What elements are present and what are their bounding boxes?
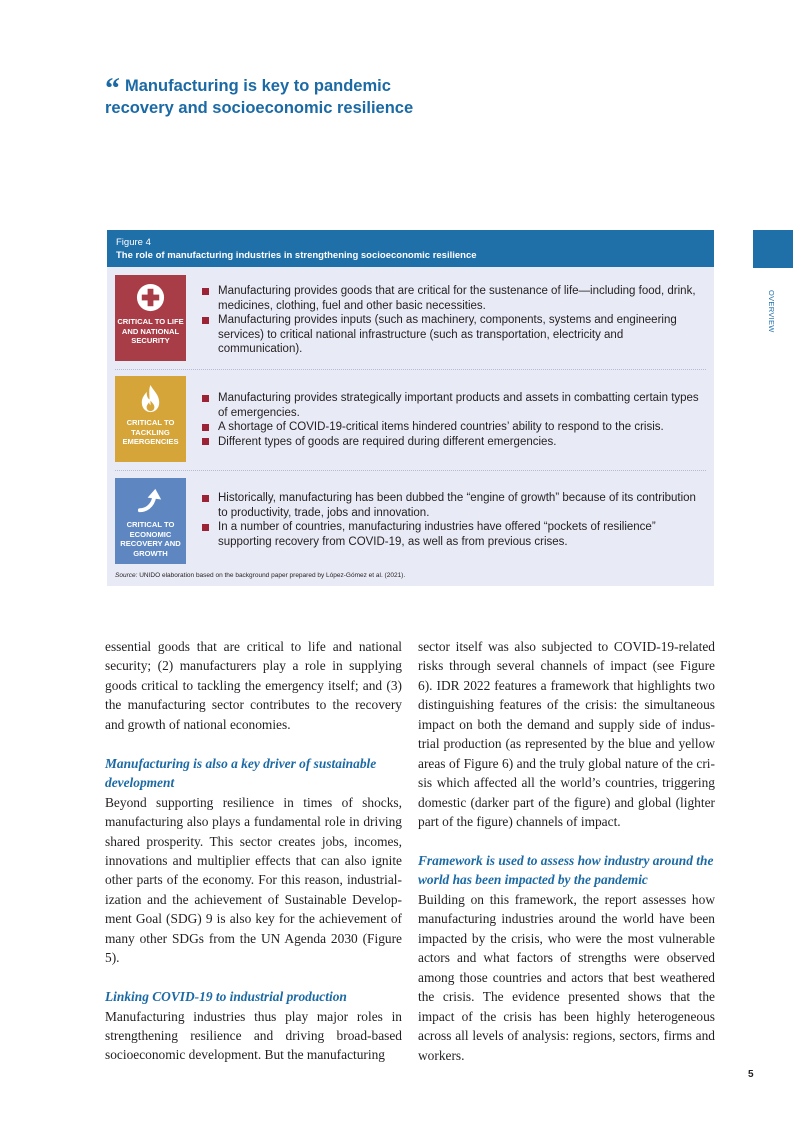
block-label: CRITICAL TO TACKLING EMERGENCIES	[122, 418, 179, 447]
bullet-list-life-security	[202, 284, 702, 357]
headline-text: Manufacturing is key to pandemic recovery and socioeconomic resilience	[105, 77, 414, 117]
row-divider	[115, 470, 706, 471]
body-column-left	[105, 637, 402, 1065]
figure-source	[115, 572, 405, 579]
flame-icon	[135, 383, 166, 414]
figure-title: The role of manufacturing industries in strengthening socioeconomic resilience	[116, 250, 477, 261]
block-recovery-growth	[115, 478, 186, 564]
block-emergencies	[115, 376, 186, 462]
subheading: Manufacturing is also a key driver of sustainable development	[105, 755, 377, 791]
subheading: Framework is used to assess how industry around the world has been impacted by the pandemic	[418, 852, 714, 888]
figure-4	[107, 230, 714, 586]
body-column-right	[418, 637, 715, 1065]
quote-mark-icon: “	[105, 72, 120, 105]
body-paragraph: Manufacturing industries thus play major roles in strengthening resilience and driving broad-based socioeconomic development. But the manufacturing	[105, 1008, 402, 1063]
block-label: CRITICAL TO ECONOMIC RECOVERY AND GROWTH	[120, 520, 181, 558]
section-label: OVERVIEW	[767, 290, 776, 333]
medical-cross-icon	[135, 282, 166, 313]
body-paragraph: Beyond supporting resilience in times of shocks, manufacturing also plays a fundamental role in driving shared prosperity. This sector creates jobs, incomes, innovations and multiplier effects that can also ignite other parts of the economy. For this reason, industrialization and the achievement of Sustainable Development Goal (SDG) 9 is also key for the achievement of many other SDGs from the UN Agenda 2030 (Figure 5).	[105, 794, 402, 966]
bullet-list-emergencies	[202, 391, 702, 449]
list-item: A shortage of COVID-19-critical items hindered countries’ ability to respond to the crisis.	[202, 420, 702, 435]
list-item: Historically, manufacturing has been dubbed the “engine of growth” because of its contribution to productivity, trade, jobs and innovation.	[202, 491, 702, 520]
curved-arrow-up-icon	[135, 485, 166, 516]
body-paragraph: sector itself was also subjected to COVID-19-related risks through several channels of impact (see Figure 6). IDR 2022 features a framework that highlights two distinguishing features of the crisis: the simultaneous impact on both the demand and supply side of industrial production (as represented by the blue and yellow areas of Figure 6) and the truly global nature of the crisis which affected all the world’s countries, triggering domestic (darker part of the figure) and global (lighter part of the figure) channels of impact.	[418, 639, 715, 830]
figure-header	[107, 230, 714, 267]
pull-quote-headline	[105, 72, 435, 120]
block-life-security	[115, 275, 186, 361]
bullet-list-recovery-growth	[202, 491, 702, 549]
page-number: 5	[748, 1069, 754, 1080]
section-tab	[753, 230, 793, 268]
block-label: CRITICAL TO LIFE AND NATIONAL SECURITY	[117, 317, 184, 346]
list-item: Different types of goods are required during different emergencies.	[202, 435, 702, 450]
list-item: Manufacturing provides strategically important products and assets in combatting certain types of emergencies.	[202, 391, 702, 420]
body-paragraph: Building on this framework, the report assesses how manufacturing industries around the world have been impacted by the crisis, who were the most vulnerable actors and what factors of strengths were observed among those countries and actors that best weathered the crisis. The evidence presented shows that the impact of the crisis has been highly heterogeneous across all levels of analysis: regions, sectors, firms and workers.	[418, 891, 715, 1063]
row-divider	[115, 369, 706, 370]
figure-number: Figure 4	[116, 237, 151, 248]
subheading: Linking COVID-19 to industrial production	[105, 989, 347, 1005]
list-item: In a number of countries, manufacturing industries have offered “pockets of resilience” supporting recovery from COVID-19, as well as from previous crises.	[202, 520, 702, 549]
source-text: UNIDO elaboration based on the background paper prepared by López-Gómez et al. (2021).	[139, 572, 406, 579]
source-label: Source:	[115, 572, 138, 579]
list-item: Manufacturing provides inputs (such as machinery, components, systems and engineering services) to critical national infrastructure (such as transportation, electricity and communication).	[202, 313, 702, 357]
body-paragraph: essential goods that are critical to life and national security; (2) manufacturers play a role in supplying goods critical to tackling the emergency itself; and (3) the manufacturing sector contributes to the recovery and growth of national economies.	[105, 639, 402, 732]
list-item: Manufacturing provides goods that are critical for the sustenance of life—including food, drink, medicines, clothing, fuel and other basic necessities.	[202, 284, 702, 313]
